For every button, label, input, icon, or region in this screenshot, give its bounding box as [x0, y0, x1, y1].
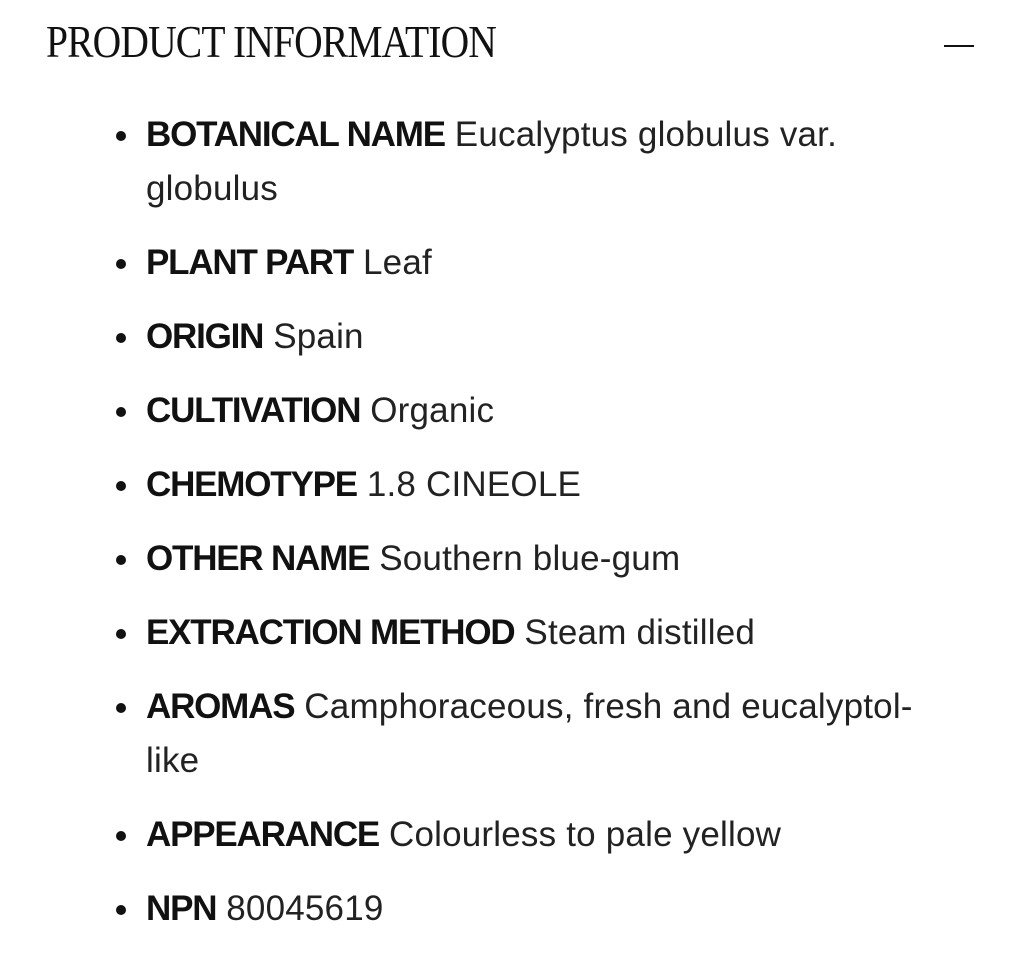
list-item-aromas [0, 680, 1024, 788]
item-label: CHEMOTYPE [146, 465, 357, 504]
item-value: Steam distilled [524, 613, 756, 652]
bullet-icon [116, 333, 126, 343]
bullet-icon [116, 481, 126, 491]
item-label: AROMAS [146, 687, 295, 726]
list-item-extraction-method [0, 606, 1024, 660]
item-value: 1.8 CINEOLE [366, 465, 582, 504]
item-label: OTHER NAME [146, 539, 370, 578]
item-label: NPN [146, 889, 217, 928]
item-label: CULTIVATION [146, 391, 361, 430]
item-value: 80045619 [226, 889, 384, 928]
bullet-icon [116, 131, 126, 141]
bullet-icon [116, 703, 126, 713]
item-value: Colourless to pale yellow [388, 815, 782, 854]
item-value: Camphoraceous, fresh and eucalyptol-like [146, 687, 913, 780]
item-value: Spain [273, 317, 364, 356]
bullet-icon [116, 629, 126, 639]
minus-icon [944, 45, 974, 47]
item-label: ORIGIN [146, 317, 264, 356]
item-label: BOTANICAL NAME [146, 115, 445, 154]
bullet-icon [116, 407, 126, 417]
list-item-other-name [0, 532, 1024, 586]
list-item-chemotype [0, 458, 1024, 512]
product-information-accordion-header[interactable] [0, 0, 1024, 90]
bullet-icon [116, 259, 126, 269]
item-label: PLANT PART [146, 243, 354, 282]
item-value: Southern blue-gum [379, 539, 681, 578]
list-item-origin [0, 310, 1024, 364]
item-value: Leaf [363, 243, 432, 282]
list-item-plant-part [0, 236, 1024, 290]
item-value: Organic [370, 391, 495, 430]
bullet-icon [116, 905, 126, 915]
list-item-botanical-name [0, 108, 1024, 216]
item-value: Eucalyptus globulus var. globulus [146, 115, 838, 208]
item-label: APPEARANCE [146, 815, 380, 854]
item-label: EXTRACTION METHOD [146, 613, 515, 652]
list-item-cultivation [0, 384, 1024, 438]
list-item-appearance [0, 808, 1024, 862]
collapse-toggle-button[interactable] [940, 30, 980, 62]
bullet-icon [116, 831, 126, 841]
section-title: PRODUCT INFORMATION [46, 16, 497, 67]
list-item-npn [0, 882, 1024, 936]
product-info-list [0, 108, 1024, 956]
bullet-icon [116, 555, 126, 565]
